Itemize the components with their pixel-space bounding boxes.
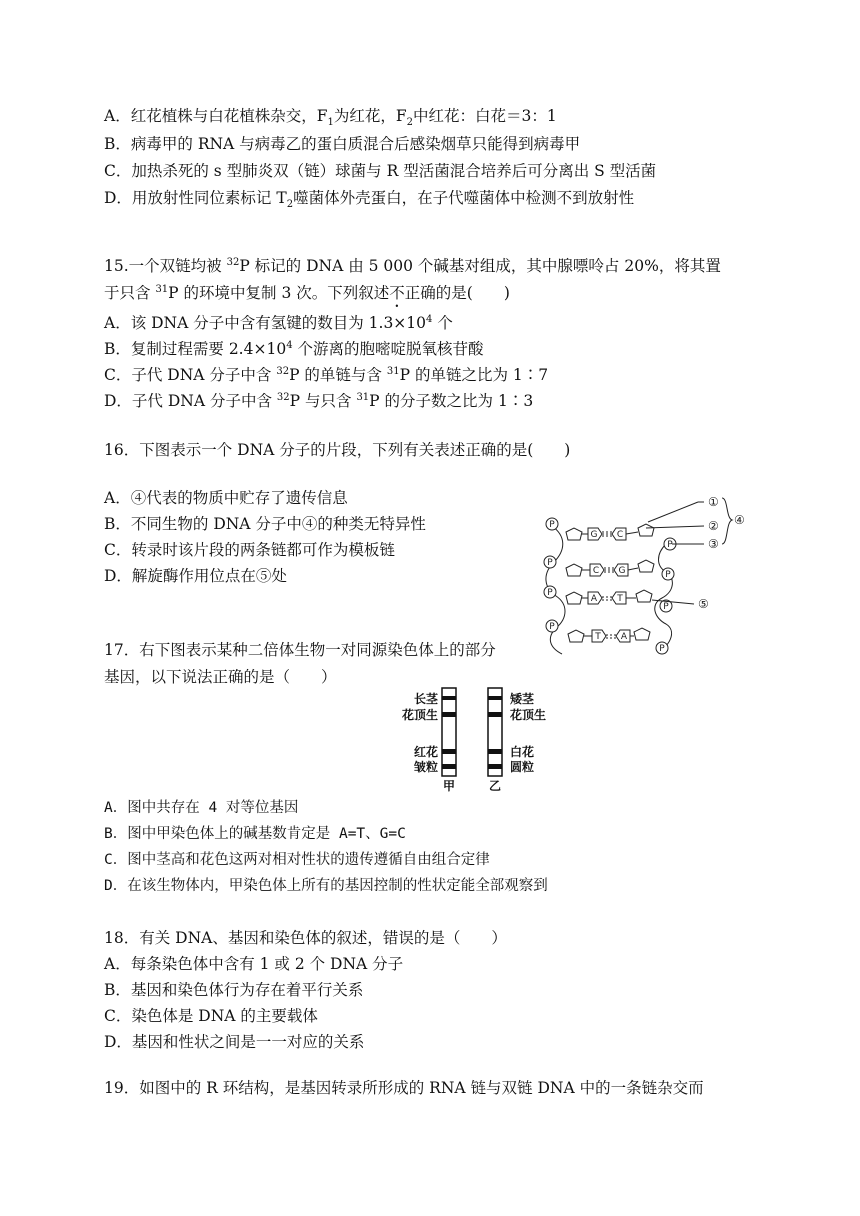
q16-option-d: D．解旋酶作用位点在⑤处: [104, 567, 287, 585]
q16-option-a: A．④代表的物质中贮存了遗传信息: [104, 489, 348, 507]
gene-label-dwarf-stem: 矮茎: [510, 692, 535, 706]
q15-option-d: D．子代 DNA 分子中含 $^{32}$P 与只含 $^{31}$P 的分子数之比为 1∶3: [104, 391, 534, 410]
svg-text:G: G: [618, 566, 626, 576]
gene-label-white-flower: 白花: [510, 745, 535, 759]
q18-option-d: D．基因和性状之间是一一对应的关系: [104, 1033, 365, 1051]
q16-stem: 16．下图表示一个 DNA 分子的片段，下列有关表述正确的是( ): [104, 441, 571, 459]
q17-option-c: C．图中茎高和花色这两对相对性状的遗传遵循自由组合定律: [104, 852, 490, 868]
q14-option-c: C．加热杀死的 s 型肺炎双（链）球菌与 R 型活菌混合培养后可分离出 S 型活菌: [104, 162, 657, 180]
svg-text:T: T: [617, 594, 623, 604]
q17-option-b: B．图中甲染色体上的碱基数肯定是 A=T、G=C: [104, 826, 406, 842]
chromosome-yi-label: 乙: [488, 779, 502, 792]
svg-text:P: P: [659, 644, 665, 654]
label-5: ⑤: [698, 597, 709, 611]
gene-label-wrinkled-seed: 皱粒: [413, 760, 438, 774]
q17-stem-line2: 基因，以下说法正确的是（ ）: [104, 668, 337, 686]
q16-option-c: C．转录时该片段的两条链都可作为模板链: [104, 541, 395, 559]
svg-text:C: C: [616, 530, 624, 540]
q15-option-a: A．该 DNA 分子中含有氢键的数目为 $1.3\times 10^4$ 个: [104, 313, 453, 332]
q15-option-c: C．子代 DNA 分子中含 $^{32}$P 的单链与含 $^{31}$P 的单链之比为 1∶7: [104, 365, 549, 384]
homologous-chromosomes-diagram: [386, 686, 576, 792]
q17-option-d: D．在该生物体内，甲染色体上所有的基因控制的性状定能全部观察到: [104, 878, 548, 894]
svg-text:A: A: [590, 594, 598, 604]
q18-stem: 18．有关 DNA、基因和染色体的叙述，错误的是（ ）: [104, 929, 507, 947]
svg-text:P: P: [667, 540, 673, 550]
gene-label-red-flower: 红花: [413, 745, 438, 759]
q14-option-a: A．红花植株与白花植株杂交，$F_1$为红花，$F_2$中红花：白花＝3：1: [104, 107, 557, 129]
svg-text:P: P: [663, 602, 669, 612]
q18-option-c: C．染色体是 DNA 的主要载体: [104, 1007, 318, 1025]
gene-label-terminal-flower-right: 花顶生: [510, 708, 547, 722]
svg-text:P: P: [549, 622, 555, 632]
q17-option-a: A．图中共存在 4 对等位基因: [104, 800, 299, 816]
svg-text:A: A: [620, 632, 628, 642]
q16-option-b: B．不同生物的 DNA 分子中④的种类无特异性: [104, 515, 426, 533]
q15-stem-line1: 15.一个双链均被 $^{32}$P 标记的 DNA 由 5 000 个碱基对组成，其中腺嘌呤占 20%，将其置: [104, 256, 721, 275]
q18-option-a: A．每条染色体中含有 1 或 2 个 DNA 分子: [104, 955, 404, 973]
chromosome-jia-label: 甲: [442, 779, 456, 792]
phosphate-label: P: [549, 520, 555, 530]
svg-text:C: C: [592, 566, 600, 576]
dna-fragment-diagram: [538, 488, 758, 668]
q18-option-b: B．基因和染色体行为存在着平行关系: [104, 981, 364, 999]
q17-stem-line1: 17．右下图表示某种二倍体生物一对同源染色体上的部分: [104, 641, 496, 659]
svg-text:T: T: [595, 632, 601, 642]
label-4: ④: [734, 513, 745, 527]
q15-stem-line2: 于只含 $^{31}$P 的环境中复制 3 次。下列叙述不正确的是( ): [104, 283, 510, 302]
label-2: ②: [708, 519, 719, 533]
q14-option-d: D．用放射性同位素标记 $T_2$噬菌体外壳蛋白，在子代噬菌体中检测不到放射性: [104, 189, 635, 211]
svg-text:P: P: [547, 558, 553, 568]
svg-text:G: G: [590, 530, 598, 540]
svg-text:P: P: [547, 588, 553, 598]
label-3: ③: [708, 537, 719, 551]
label-1: ①: [708, 495, 719, 509]
q15-option-b: B．复制过程需要 $2.4\times 10^4$ 个游离的胞嘧啶脱氧核苷酸: [104, 339, 484, 358]
gene-label-tall-stem: 长茎: [413, 692, 438, 706]
q19-stem: 19．如图中的 R 环结构，是基因转录所形成的 RNA 链与双链 DNA 中的一条链杂交而: [104, 1079, 704, 1097]
gene-label-terminal-flower-left: 花顶生: [401, 708, 438, 722]
gene-label-round-seed: 圆粒: [510, 760, 535, 774]
svg-text:P: P: [665, 570, 671, 580]
q14-option-b: B．病毒甲的 RNA 与病毒乙的蛋白质混合后感染烟草只能得到病毒甲: [104, 135, 581, 153]
